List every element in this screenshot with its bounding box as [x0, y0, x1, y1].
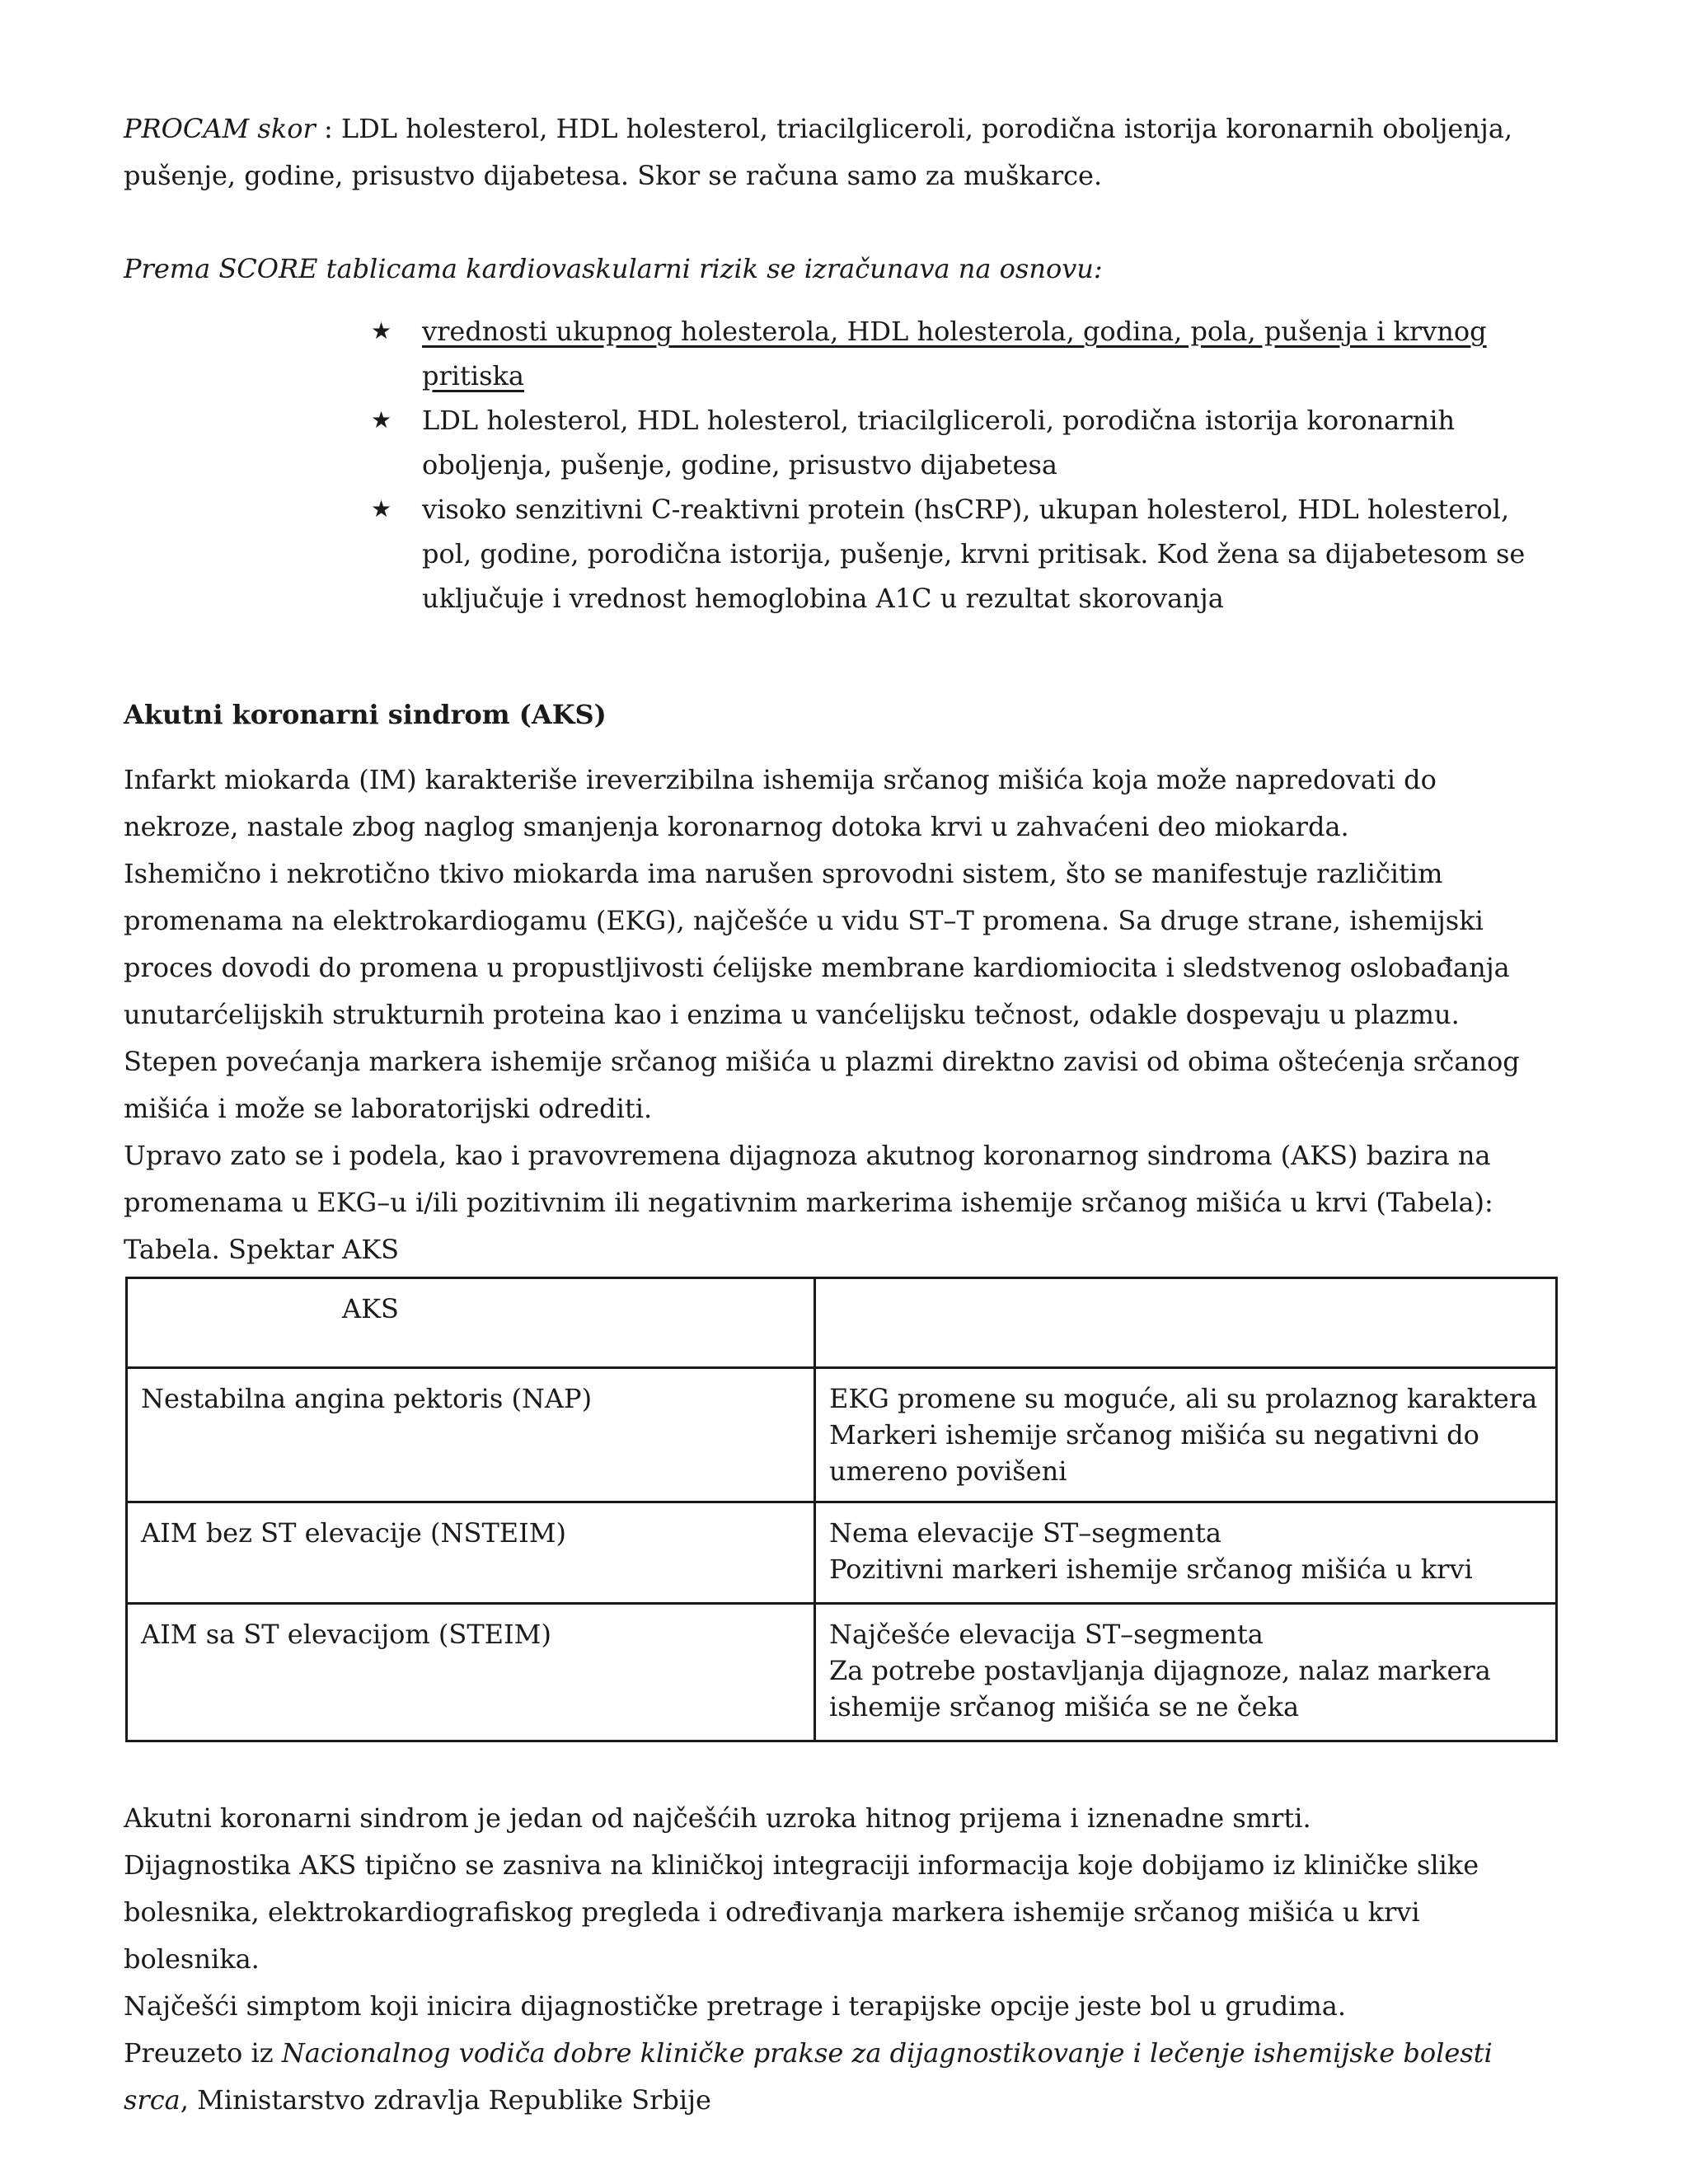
procam-paragraph — [124, 105, 1558, 199]
document-page — [124, 105, 1558, 2124]
source-citation — [124, 2030, 1558, 2124]
aks-spectrum-table — [125, 1277, 1558, 1742]
table-cell-name: Nestabilna angina pektoris (NAP) — [127, 1368, 815, 1502]
closing-paragraph-3: Najčešći simptom koji inicira dijagnostičke pretrage i terapijske opcije jeste bol u grudima. — [124, 1990, 1347, 2022]
table-cell-line: Pozitivni markeri ishemije srčanog mišića u krvi — [829, 1554, 1473, 1585]
table-cell-line: EKG promene su moguće, ali su prolaznog karaktera — [829, 1383, 1538, 1414]
procam-text: : LDL holesterol, HDL holesterol, triacilgliceroli, porodična istorija koronarnih oboljenja, pušenje, godine, prisustvo dijabetesa. Skor se računa samo za muškarce. — [124, 113, 1513, 191]
table-cell-description — [815, 1368, 1557, 1502]
table-row — [127, 1502, 1557, 1604]
body-paragraph-2: Ishemično i nekrotično tkivo miokarda ima narušen sprovodni sistem, što se manifestuje različitim promenama na elektrokardiogamu (EKG), najčešće u vidu ST–T promena. Sa druge strane, ishemijski proces dovodi do promena u propustljivosti ćelijske membrane kardiomiocita i sledstvenog oslobađanja unutarćelijskih strukturnih proteina kao i enzima u vanćelijsku tečnost, odakle dospevaju u plazmu. Stepen povećanja markera ishemije srčanog mišića u plazmi direktno zavisi od obima oštećenja srčanog mišića i može se laboratorijski odrediti. — [124, 858, 1520, 1124]
answer-option-3[interactable] — [371, 487, 1558, 621]
closing-paragraph-2: Dijagnostika AKS tipično se zasniva na kliničkoj integraciji informacija koje dobijamo iz kliničke slike bolesnika, elektrokardiografiskog pregleda i određivanja markera ishemije srčanog mišića u krvi bolesnika. — [124, 1849, 1479, 1975]
table-header-cell — [815, 1278, 1557, 1368]
table-cell-line: Za potrebe postavljanja dijagnoze, nalaz markera ishemije srčanog mišića se ne čeka — [829, 1655, 1491, 1722]
source-prefix: Preuzeto iz — [124, 2037, 282, 2069]
table-header-cell: AKS — [127, 1278, 815, 1368]
body-paragraph-1: Infarkt miokarda (IM) karakteriše ireverzibilna ishemija srčanog mišića koja može napredovati do nekroze, nastale zbog naglog smanjenja koronarnog dotoka krvi u zahvaćeni deo miokarda. — [124, 764, 1437, 842]
section-title: Akutni koronarni sindrom (AKS) — [124, 699, 607, 730]
source-title: Nacionalnog vodiča dobre kliničke prakse za dijagnostikovanje i lečenje ishemijske bolesti srca — [124, 2037, 1493, 2116]
source-suffix: , Ministarstvo zdravlja Republike Srbije — [180, 2084, 711, 2116]
closing-paragraph-1: Akutni koronarni sindrom je jedan od najčešćih uzroka hitnog prijema i iznenadne smrti. — [124, 1802, 1311, 1834]
table-cell-line: Markeri ishemije srčanog mišića su negativni do umereno povišeni — [829, 1419, 1479, 1487]
table-cell-name: AIM bez ST elevacije (NSTEIM) — [127, 1502, 815, 1604]
score-question: Prema SCORE tablicama kardiovaskularni rizik se izračunava na osnovu: — [124, 253, 1103, 284]
body-paragraph-3: Upravo zato se i podela, kao i pravovremena dijagnoza akutnog koronarnog sindroma (AKS) bazira na promenama u EKG–u i/ili pozitivnim ili negativnim markerima ishemije srčanog mišića u krvi (Tabela): — [124, 1140, 1493, 1218]
table-cell-description — [815, 1502, 1557, 1604]
table-row — [127, 1368, 1557, 1502]
answer-option-1[interactable] — [371, 309, 1558, 398]
star-icon: ★ — [371, 406, 392, 434]
answer-option-2[interactable] — [371, 398, 1558, 487]
star-icon: ★ — [371, 317, 392, 344]
table-row — [127, 1604, 1557, 1741]
answer-options — [124, 309, 1558, 621]
table-cell-line: Najčešće elevacija ST–segmenta — [829, 1619, 1264, 1650]
table-cell-description — [815, 1604, 1557, 1741]
answer-option-text: visoko senzitivni C-reaktivni protein (hsCRP), ukupan holesterol, HDL holesterol, pol, godine, porodična istorija, pušenje, krvni pritisak. Kod žena sa dijabetesom se uključuje i vrednost hemoglobina A1C u rezultat skorovanja — [422, 494, 1526, 614]
star-icon: ★ — [371, 495, 392, 523]
table-caption: Tabela. Spektar AKS — [124, 1234, 400, 1265]
table-cell-line: Nema elevacije ST–segmenta — [829, 1517, 1221, 1549]
table-cell-name: AIM sa ST elevacijom (STEIM) — [127, 1604, 815, 1741]
answer-option-text: LDL holesterol, HDL holesterol, triacilgliceroli, porodična istorija koronarnih oboljenja, pušenje, godine, prisustvo dijabetesa — [422, 405, 1456, 480]
procam-label: PROCAM skor — [124, 113, 316, 144]
answer-option-text: vrednosti ukupnog holesterola, HDL holesterola, godina, pola, pušenja i krvnog pritiska — [422, 316, 1487, 391]
table-header-row — [127, 1278, 1557, 1368]
